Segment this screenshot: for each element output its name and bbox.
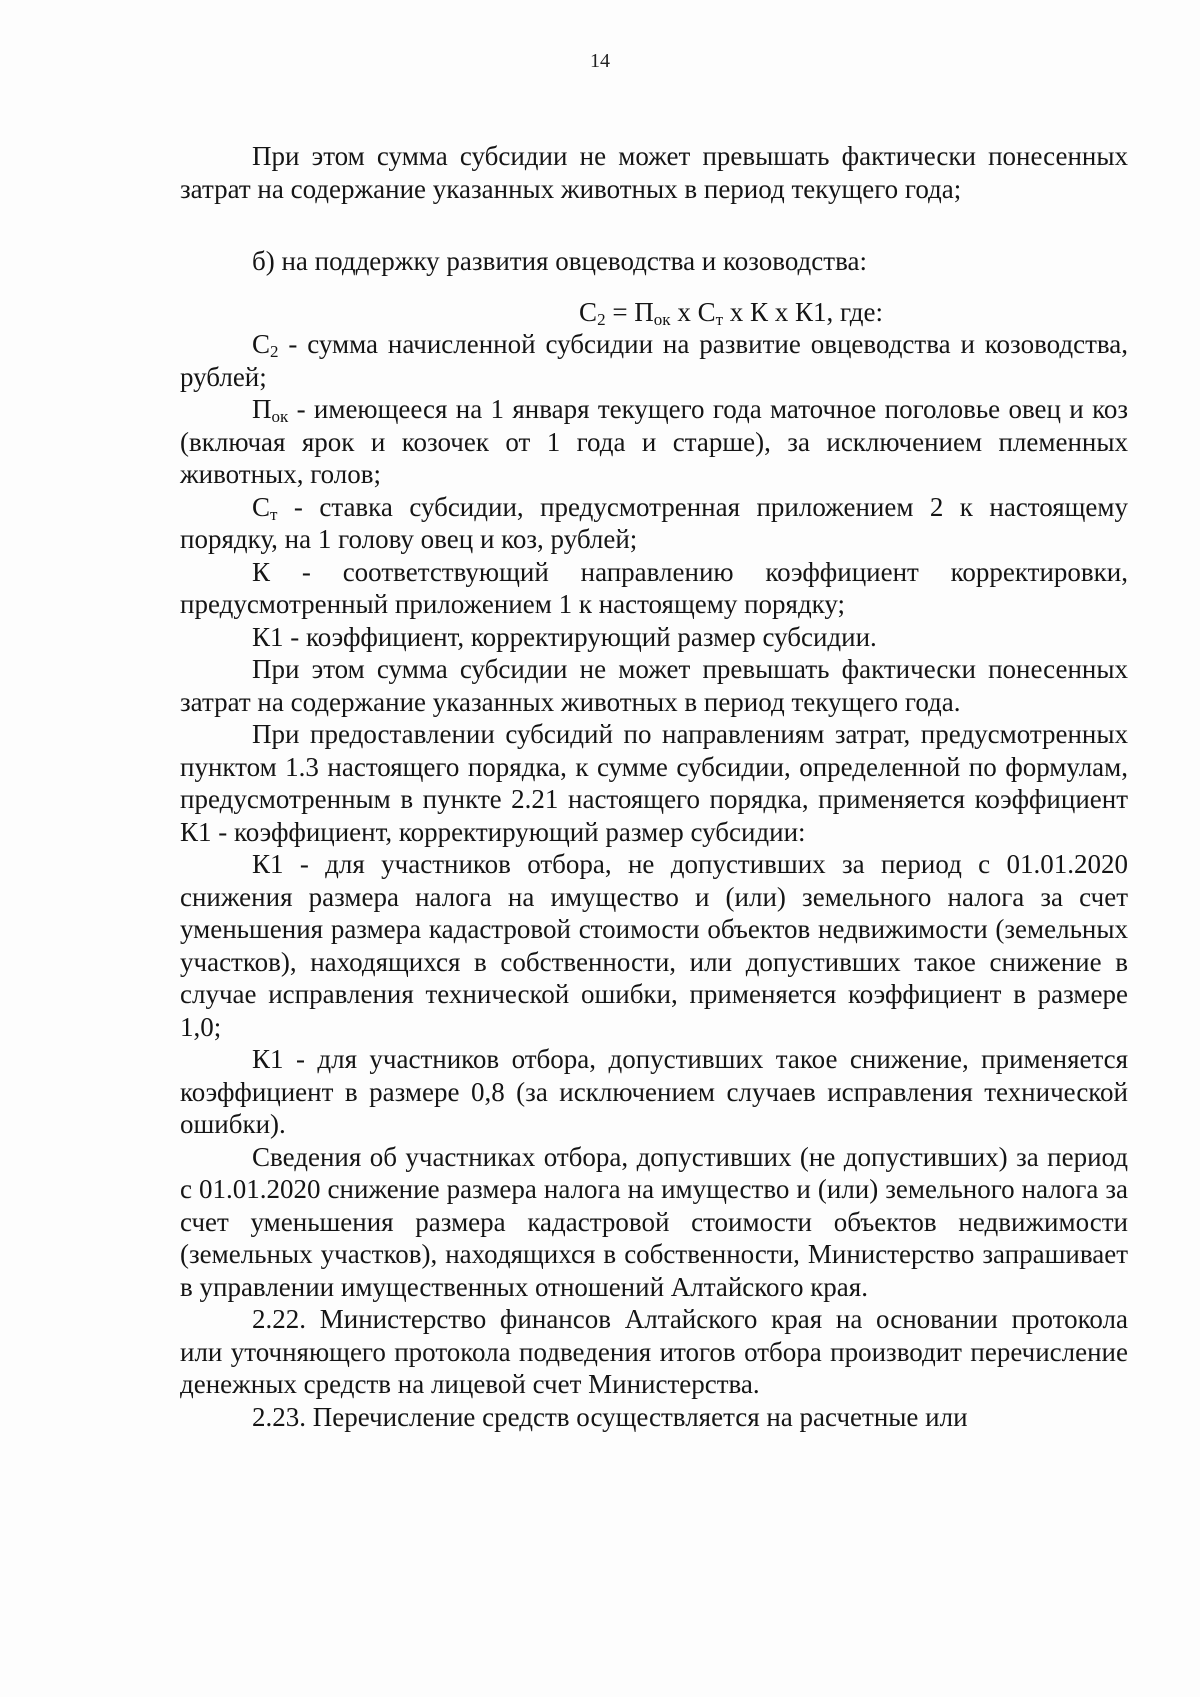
- definition-pok: $П_{ок}$ - имеющееся на 1 января текущего года маточное поголовье овец и коз (включая ярок и козочек от 1 года и старше), за исключением племенных животных, голов;: [180, 394, 1128, 489]
- paragraph-sheep-goat-heading: б) на поддержку развития овцеводства и козоводства:: [252, 246, 867, 276]
- definition-k: К - соответствующий направлению коэффициент корректировки, предусмотренный приложением 1 к настоящему порядку;: [180, 556, 1128, 619]
- definition-c2: $С_2$ - сумма начисленной субсидии на развитие овцеводства и козоводства, рублей;: [180, 329, 1128, 392]
- paragraph-subsidy-limit-1: При этом сумма субсидии не может превышать фактически понесенных затрат на содержание указанных животных в период текущего года;: [180, 141, 1128, 204]
- paragraph-subsidy-limit-2: При этом сумма субсидии не может превышать фактически понесенных затрат на содержание указанных животных в период текущего года.: [180, 654, 1128, 717]
- document-body: [180, 140, 1128, 1433]
- paragraph-2-23: 2.23. Перечисление средств осуществляется на расчетные или: [252, 1401, 968, 1432]
- paragraph-coefficient-k1: При предоставлении субсидий по направлениям затрат, предусмотренных пунктом 1.3 настоящего порядка, к сумме субсидии, определенной по формулам, предусмотренным в пункте 2.21 настоящего порядка, применяется коэффициент К1 - коэффициент, корректирующий размер субсидии:: [180, 719, 1128, 847]
- page-number: 14: [590, 50, 610, 72]
- definition-k1: К1 - коэффициент, корректирующий размер субсидии.: [252, 621, 877, 652]
- paragraph-k1-value-1: К1 - для участников отбора, не допустивших за период с 01.01.2020 снижения размера налога на имущество и (или) земельного налога за счет уменьшения размера кадастровой стоимости объектов недвижимости (земельных участков), находящихся в собственности, или допустивших такое снижение в случае исправления технической ошибки, применяется коэффициент в размере 1,0;: [180, 849, 1128, 1042]
- paragraph-k1-value-08: К1 - для участников отбора, допустивших такое снижение, применяется коэффициент в размере 0,8 (за исключением случаев исправления технической ошибки).: [180, 1044, 1128, 1139]
- paragraph-participants-info: Сведения об участниках отбора, допустивших (не допустивших) за период с 01.01.2020 снижение размера налога на имущество и (или) земельного налога за счет уменьшения размера кадастровой стоимости объектов недвижимости (земельных участков), находящихся в собственности, Министерство запрашивает в управлении имущественных отношений Алтайского края.: [180, 1141, 1128, 1302]
- formula-c2: $С_2 = П_{ок}$ х $С_т$ х К х К1, где:: [579, 296, 883, 329]
- definition-st: $С_т$ - ставка субсидии, предусмотренная приложением 2 к настоящему порядку, на 1 голову овец и коз, рублей;: [180, 491, 1128, 554]
- paragraph-2-22: 2.22. Министерство финансов Алтайского края на основании протокола или уточняющего протокола подведения итогов отбора производит перечисление денежных средств на лицевой счет Министерства.: [180, 1304, 1128, 1399]
